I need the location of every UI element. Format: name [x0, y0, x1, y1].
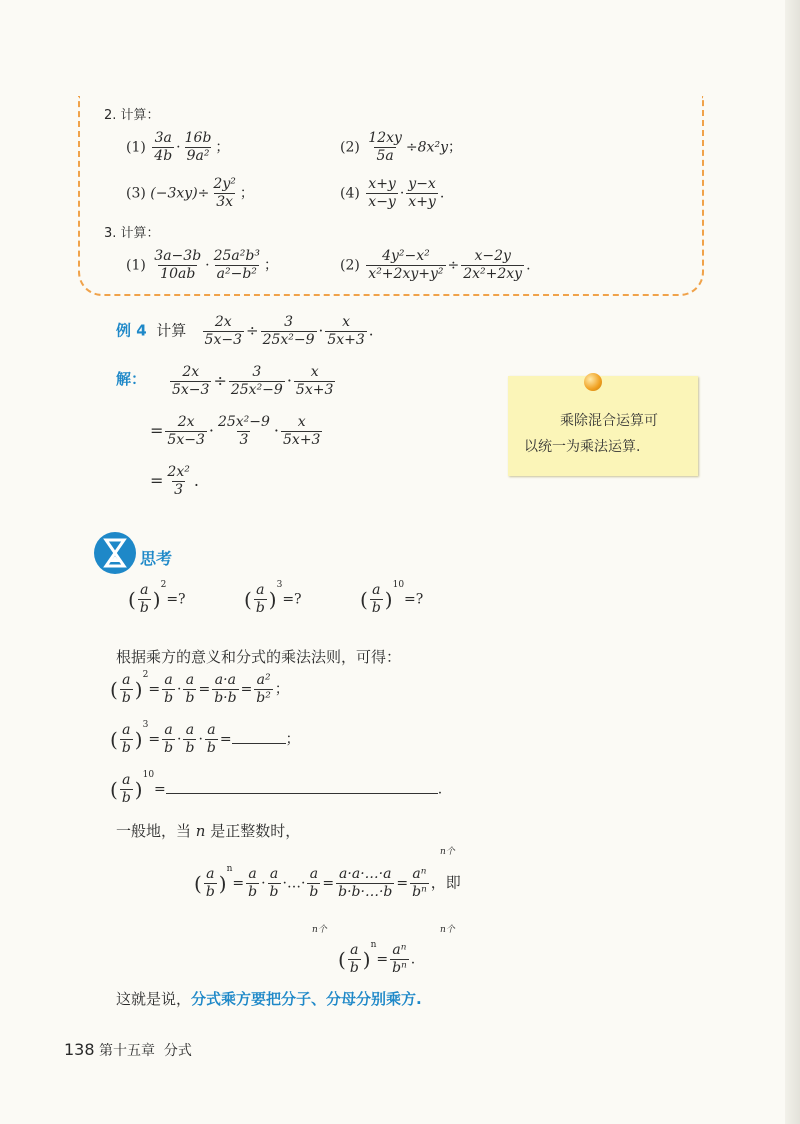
solution-line-2: = $\frac{2x}{5x-3}$ · $\frac{\text{25x²−9}}{3}$ · $\frac{x}{5x+3}$	[150, 414, 321, 448]
example-label: 例 4	[116, 321, 147, 340]
solution-line-3: = $\frac{\text{2x²}}{3}$ .	[150, 464, 199, 498]
q3-item-2: (2) $\frac{\text{4y²−x²}}{\text{x²+2xy+y²}}$ ÷ $\frac{x-2y}{\text{2x²+2xy}}$ .	[340, 248, 531, 282]
power-2-derivation: ( $\frac{a}{b}$ )$^2$= $\frac{a}{b}$ · $\frac{a}{b}$ = $\frac{a\cdot a}{b\cdot b}$ = $\frac{\text{a²}}{\text{b²}}$ ；	[110, 670, 289, 706]
note-line-1: 乘除混合运算可	[560, 413, 658, 429]
think-question-2: ( $\frac{a}{b}$ )$^3$=?	[244, 580, 302, 616]
power-rule-formula: ( $\frac{a}{b}$ )$^n$= $\frac{\text{aⁿ}}{\text{bⁿ}}$ .	[338, 940, 416, 976]
brace-label-bottom-1: n个	[312, 925, 327, 935]
brace-label-bottom-2: n个	[440, 925, 455, 935]
q2-item-1: (1) $\frac{3a}{4b}$ · $\frac{16b}{\text{9a²}}$ ；	[126, 130, 230, 164]
hourglass-icon	[94, 532, 136, 574]
think-question-1: ( $\frac{a}{b}$ )$^2$=?	[128, 580, 186, 616]
general-formula: ( $\frac{a}{b}$ )$^n$= $\frac{a}{b}$ · $\frac{a}{b}$ ·…· $\frac{a}{b}$ = $\frac{a\cdot a\cdot\dots\cdot a}{b\cdot b\cdot\dots\cdot b}$ = $\frac{\text{aⁿ}}{\text{bⁿ}}$ ，即	[194, 864, 461, 900]
page-footer	[64, 1040, 192, 1060]
power-3-derivation: ( $\frac{a}{b}$ )$^3$= $\frac{a}{b}$ · $\frac{a}{b}$ · $\frac{a}{b}$ = ；	[110, 720, 300, 756]
power-10-derivation: ( $\frac{a}{b}$ )$^{10}$= .	[110, 770, 443, 806]
answer-blank-1[interactable]	[232, 743, 286, 744]
page-edge	[785, 0, 800, 1124]
brace-label-top: n个	[440, 847, 455, 857]
sticky-note	[508, 376, 698, 476]
note-line-2: 以统一为乘法运算.	[524, 439, 641, 455]
think-title: 思考	[140, 549, 173, 568]
q3-item-1: (1) $\frac{3a-3b}{10ab}$ · $\frac{\text{25a²b³}}{\text{a²−b²}}$ ；	[126, 248, 278, 282]
conclusion-rule: 分式乘方要把分子、分母分别乘方.	[191, 990, 422, 1008]
think-question-3: ( $\frac{a}{b}$ )$^{10}$=?	[360, 580, 424, 616]
page-number: 138	[64, 1040, 95, 1059]
solution	[116, 368, 146, 389]
chapter-topic: 分式	[163, 1043, 192, 1059]
q2-item-3: (3) (−3xy)÷ $\frac{\text{2y²}}{3x}$ ；	[126, 176, 254, 210]
general-statement: 一般地，当 n 是正整数时，	[116, 822, 301, 840]
q2-label: 2. 计算：	[104, 108, 160, 123]
answer-blank-2[interactable]	[166, 793, 438, 794]
pushpin-icon	[584, 373, 602, 391]
conclusion: 这就是说，分式乘方要把分子、分母分别乘方.	[116, 990, 422, 1008]
intro-text: 根据乘方的意义和分式的乘法法则，可得：	[116, 648, 402, 666]
solution-line-1: $\frac{2x}{5x-3}$ ÷ $\frac{3}{\text{25x²−9}}$ · $\frac{x}{5x+3}$	[172, 364, 334, 398]
chapter-label: 第十五章	[99, 1043, 155, 1059]
q2-item-4: (4) $\frac{x+y}{x-y}$ · $\frac{y-x}{x+y}$ .	[340, 176, 445, 210]
q2-item-2: (2) $\frac{12xy}{5a}$ ÷8x²y；	[340, 130, 462, 164]
solution-label: 解：	[116, 370, 147, 388]
q3-label: 3. 计算：	[104, 226, 160, 241]
example-4: 例 4 计算 $\frac{2x}{5x-3}$ ÷ $\frac{3}{\text{25x²−9}}$ · $\frac{x}{5x+3}$ .	[116, 314, 374, 348]
